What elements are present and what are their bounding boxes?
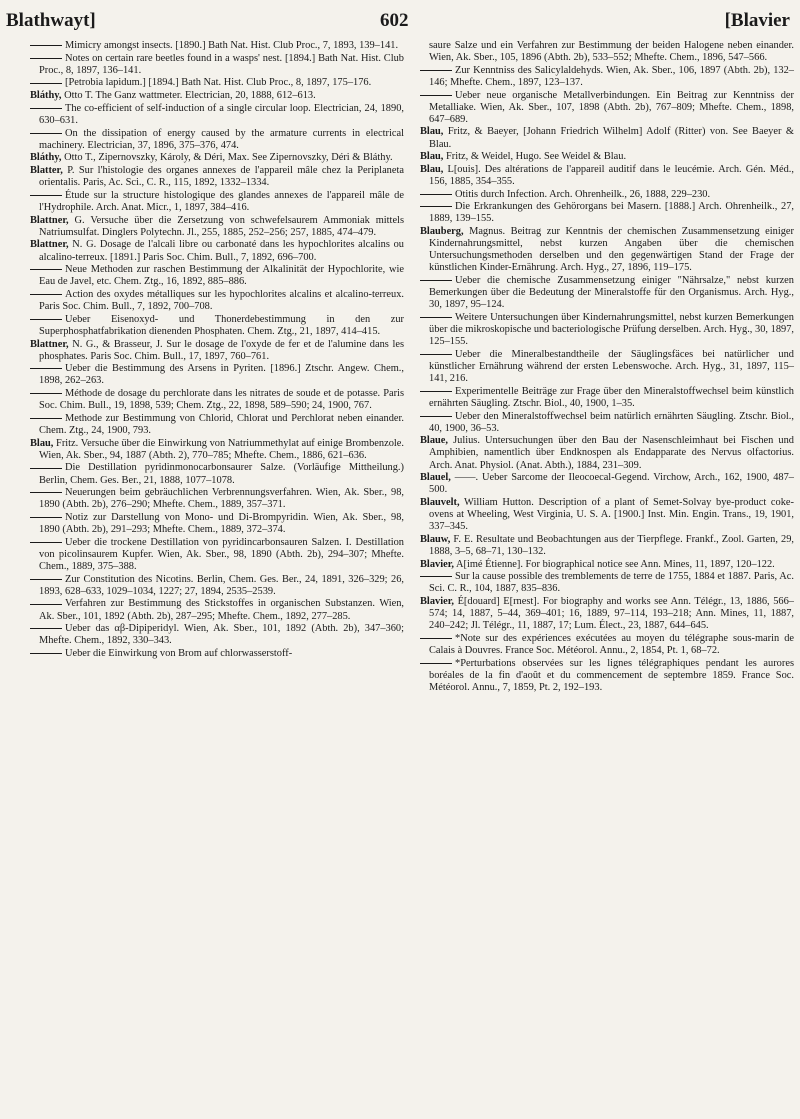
entry-text: Verfahren zur Bestimmung des Stickstoffes in organischen Substanzen. Wien, Ak. Sber., 101, 1892 (Abth. 2b), 287–295; Mhefte. Chem., 1892, 277–285.: [39, 598, 404, 622]
bibliography-entry: [420, 189, 794, 201]
ditto-dash: [420, 663, 452, 664]
bibliography-entry: [420, 633, 794, 657]
entry-text: Ueber die Bestimmung des Arsens in Pyriten. [1896.] Ztschr. Angew. Chem., 1898, 262–263.: [39, 363, 404, 387]
bibliography-entry: [30, 289, 404, 313]
bibliography-entry: [30, 648, 404, 660]
bibliography-entry: [420, 312, 794, 348]
ditto-dash: [30, 83, 62, 84]
entry-text: The co-efficient of self-induction of a single circular loop. Electrician, 24, 1890, 630–631.: [39, 102, 404, 126]
entry-text: N. G. Dosage de l'alcali libre ou carbonaté dans les hypochlorites alcalins ou alcalino-terreux. [1891.] Paris Soc. Chim. Bull., 7, 1892, 696–700.: [39, 239, 404, 263]
entry-text: Zur Kenntniss des Salicylaldehyds. Wien, Ak. Sber., 106, 1897 (Abth. 2b), 132–146; Mhefte. Chem., 1897, 123–137.: [429, 64, 794, 88]
entry-text: Magnus. Beitrag zur Kenntnis der chemischen Zusammensetzung einiger Kindernahrungsmittel, nebst kurzen Angaben über die chemischen Untersuchungsmethoden derselben und den gegenwärtigen Stand der Frage der künstlichen Kinder-Ernährung. Arch. Hyg., 27, 1896, 119–175.: [429, 226, 794, 274]
bibliography-entry: [420, 658, 794, 694]
ditto-dash: [30, 269, 62, 270]
ditto-dash: [420, 391, 452, 392]
bibliography-entry: [30, 90, 404, 102]
entry-text: F. E. Resultate und Beobachtungen aus der Tierpflege. Frankf., Zool. Garten, 29, 1888, 3–5, 68–71, 130–132.: [429, 533, 794, 557]
entry-text: Fritz, & Weidel, Hugo. See Weidel & Blau.: [446, 151, 627, 163]
bibliography-entry: [30, 388, 404, 412]
ditto-dash: [30, 368, 62, 369]
ditto-dash: [30, 653, 62, 654]
ditto-dash: [420, 194, 452, 195]
bibliography-entry: [30, 363, 404, 387]
entry-text: Ueber den Mineralstoffwechsel beim natürlich ernährten Säugling. Ztschr. Biol., 40, 1900, 36–53.: [429, 410, 794, 434]
entry-text: saure Salze und ein Verfahren zur Bestimmung der beiden Halogene neben einander. Wien, Ak. Sber., 105, 1896 (Abth. 2b), 533–552; Mhefte. Chem., 1896, 547–566.: [429, 40, 794, 64]
bibliography-entry: [30, 438, 404, 462]
entry-text: L[ouis]. Des altérations de l'appareil auditif dans le leucémie. Arch. Gén. Méd., 156, 1885, 354–355.: [429, 163, 794, 187]
bibliography-entry: [30, 574, 404, 598]
bibliography-entry: [420, 126, 794, 150]
ditto-dash: [30, 542, 62, 543]
author-name: Blavier,: [420, 596, 454, 608]
bibliography-entry: [420, 386, 794, 410]
bibliography-entry: [420, 40, 794, 64]
bibliography-entry: [420, 596, 794, 632]
ditto-dash: [420, 280, 452, 281]
author-name: Blattner,: [30, 338, 69, 350]
bibliography-entry: [30, 462, 404, 486]
author-name: Blauvelt,: [420, 496, 460, 508]
ditto-dash: [30, 604, 62, 605]
ditto-dash: [30, 628, 62, 629]
author-name: Blau,: [420, 126, 444, 138]
author-name: Blau,: [30, 437, 54, 449]
entry-text: Die Destillation pyridinmonocarbonsaurer Salze. (Vorläufige Mittheilung.) Berlin, Chem. Ges. Ber., 21, 1888, 1077–1078.: [39, 462, 404, 486]
author-name: Blattner,: [30, 214, 69, 226]
bibliography-entry: [30, 314, 404, 338]
bibliography-entry: [30, 512, 404, 536]
entry-text: Étude sur la structure histologique des glandes annexes de l'appareil mâle de l'Hydrophile. Arch. Anat. Micr., 1, 1897, 384–416.: [39, 189, 404, 213]
ditto-dash: [30, 133, 62, 134]
bibliography-entry: [30, 103, 404, 127]
entry-text: P. Sur l'histologie des organes annexes de l'appareil mâle chez la Periplaneta orientalis. Paris, Ac. Sci., C. R., 115, 1892, 1332–1334.: [39, 165, 404, 189]
entry-text: [Petrobia lapidum.] [1894.] Bath Nat. Hist. Club Proc., 8, 1897, 175–176.: [65, 77, 372, 89]
ditto-dash: [30, 468, 62, 469]
author-name: Blau,: [420, 151, 444, 163]
entry-text: Weitere Untersuchungen über Kindernahrungsmittel, nebst kurzen Bemerkungen über die mikroskopische und bacteriologische Prüfung derselben. Arch. Hyg., 30, 1897, 125–155.: [429, 312, 794, 348]
bibliography-entry: [420, 534, 794, 558]
ditto-dash: [30, 517, 62, 518]
bibliography-entry: [420, 65, 794, 89]
entry-text: Otitis durch Infection. Arch. Ohrenheilk., 26, 1888, 229–230.: [455, 188, 711, 200]
bibliography-entry: [30, 165, 404, 189]
entry-text: *Perturbations observées sur les lignes télégraphiques pendant les aurores boréales de la fin d'août et du commencement de septembre 1859. France Soc. Météorol. Annu., 7, 1859, Pt. 2, 192–193.: [429, 657, 794, 693]
bibliography-entry: [420, 349, 794, 385]
author-name: Blaue,: [420, 435, 449, 447]
entry-text: William Hutton. Description of a plant of Semet-Solvay bye-product coke-ovens at Wheeling, West Virginia, U. S. A. [1900.] Inst. Min. Engin. Trans., 19, 1901, 337–345.: [429, 496, 794, 533]
entry-text: Experimentelle Beiträge zur Frage über den Mineralstoffwechsel beim künstlich ernährten Säugling. Ztschr. Biol., 40, 1900, 1–35.: [429, 385, 794, 409]
bibliography-entry: [30, 264, 404, 288]
bibliography-entry: [30, 598, 404, 622]
entry-text: Méthode de dosage du perchlorate dans les nitrates de soude et de potasse. Paris Soc. Chim. Bull., 19, 1898, 539; Chem. Ztg., 22, 1898, 589–590; 24, 1900, 767.: [39, 388, 404, 412]
page-header: [0, 10, 800, 34]
entry-text: Ueber Eisenoxyd- und Thonerdebestimmung in den zur Superphosphatfabrikation dienenden Phosphaten. Chem. Ztg., 21, 1897, 414–415.: [39, 313, 404, 337]
ditto-dash: [30, 319, 62, 320]
entry-text: On the dissipation of energy caused by the armature currents in electrical machinery. Electrician, 37, 1896, 375–376, 474.: [39, 127, 404, 151]
right-column: [420, 40, 794, 695]
bibliography-entry: [420, 435, 794, 471]
bibliography-entry: [420, 164, 794, 188]
entry-text: Ueber die chemische Zusammensetzung einiger "Nährsalze," nebst kurzen Bemerkungen über die Bedeutung der Mineralstoffe für den Organismus. Arch. Hyg., 30, 1897, 95–124.: [429, 275, 794, 311]
author-name: Blauw,: [420, 533, 451, 545]
bibliography-entry: [420, 559, 794, 571]
entry-text: N. G., & Brasseur, J. Sur le dosage de l'oxyde de fer et de l'alumine dans les phosphates. Paris Soc. Chim. Bull., 17, 1897, 760–761.: [39, 338, 404, 362]
author-name: Blauberg,: [420, 226, 464, 238]
ditto-dash: [30, 294, 62, 295]
ditto-dash: [30, 58, 62, 59]
entry-text: Ueber neue organische Metallverbindungen. Ein Beitrag zur Kenntniss der Metalliake. Wien, Ak. Sber., 107, 1898 (Abth. 2b), 767–809; Mhefte. Chem., 1898, 647–689.: [429, 89, 794, 125]
entry-text: Ueber die Einwirkung von Brom auf chlorwasserstoff-: [65, 648, 293, 660]
ditto-dash: [420, 354, 452, 355]
ditto-dash: [420, 416, 452, 417]
entry-text: Ueber die trockene Destillation von pyridincarbonsauren Salzen. I. Destillation von picolinsaurem Kupfer. Wien, Ak. Sber., 98, 1890 (Abth. 2b), 294–307; Mhefte. Chem., 1889, 375–388.: [39, 536, 404, 572]
entry-text: Sur la cause possible des tremblements de terre de 1755, 1884 et 1887. Paris, Ac. Sci. C. R., 104, 1887, 835–836.: [429, 571, 794, 595]
header-right-catchword: [Blavier: [724, 10, 790, 31]
entry-text: É[douard] E[rnest]. For biography and works see Ann. Télégr., 13, 1886, 566–574; 14, 1887, 5–44, 369–401; 16, 1889, 97–114, 193–218; Ann. Mines, 11, 1887, 240–242; Jl. Télégr., 11, 1887, 17; Lum. Élect., 23, 1887, 644–645.: [429, 596, 794, 632]
entry-text: *Note sur des expériences exécutées au moyen du télégraphe sous-marin de Calais à Douvres. France Soc. Météorol. Annu., 2, 1854, Pt. 1, 68–72.: [429, 632, 794, 657]
entry-text: Mimicry amongst insects. [1890.] Bath Nat. Hist. Club Proc., 7, 1893, 139–141.: [65, 40, 399, 51]
ditto-dash: [420, 206, 452, 207]
entry-text: Julius. Untersuchungen über den Bau der Nasenschleimhaut bei Fischen und Amphibien, namentlich über Endknospen als Endapparate des Nervus olfactorius. Arch. Anat. Physiol. (Anat. Abth.), 1884, 231–309.: [429, 435, 794, 471]
entry-text: ——. Ueber Sarcome der Ileocoecal-Gegend. Virchow, Arch., 162, 1900, 487–500.: [429, 472, 794, 496]
entry-text: Neuerungen beim gebräuchlichen Verbrennungsverfahren. Wien, Ak. Sber., 98, 1890 (Abth. 2b), 276–290; Mhefte. Chem., 1889, 357–371.: [39, 487, 404, 511]
bibliography-entry: [30, 623, 404, 647]
bibliography-entry: [420, 201, 794, 225]
entry-text: Otto T. The Ganz wattmeter. Electrician, 20, 1888, 612–613.: [64, 90, 316, 102]
bibliography-entry: [420, 226, 794, 274]
bibliography-entry: [30, 77, 404, 89]
entry-text: Neue Methoden zur raschen Bestimmung der Alkalinität der Hypochlorite, wie Eau de Javel, etc. Chem. Ztg., 16, 1892, 885–886.: [39, 264, 404, 288]
page-number: 602: [380, 10, 409, 31]
ditto-dash: [30, 45, 62, 46]
entry-text: Die Erkrankungen des Gehörorgans bei Masern. [1888.] Arch. Ohrenheilk., 27, 1889, 139–155.: [429, 201, 794, 225]
bibliography-entry: [420, 497, 794, 533]
header-left-catchword: Blathwayt]: [6, 10, 96, 31]
ditto-dash: [30, 418, 62, 419]
bibliography-entry: [420, 151, 794, 163]
bibliography-entry: [30, 152, 404, 164]
entry-text: Ueber das αβ-Dipiperidyl. Wien, Ak. Sber., 101, 1892 (Abth. 2b), 347–360; Mhefte. Chem., 1892, 330–343.: [39, 623, 404, 647]
author-name: Blatter,: [30, 165, 63, 177]
entry-text: Zur Constitution des Nicotins. Berlin, Chem. Ges. Ber., 24, 1891, 326–329; 26, 1893, 628–633, 1029–1034, 1227; 27, 1894, 2535–2539.: [39, 573, 404, 597]
author-name: Blau,: [420, 163, 444, 175]
ditto-dash: [30, 195, 62, 196]
bibliography-entry: [420, 472, 794, 496]
bibliography-entry: [420, 411, 794, 435]
entry-text: Fritz. Versuche über die Einwirkung von Natriummethylat auf einige Brombenzole. Wien, Ak. Sber., 94, 1887 (Abth. 2), 770–785; Mhefte. Chem., 1886, 621–636.: [39, 437, 404, 461]
bibliography-entry: [30, 239, 404, 263]
bibliography-entry: [30, 413, 404, 437]
ditto-dash: [30, 492, 62, 493]
entry-text: G. Versuche über die Zersetzung von schwefelsaurem Ammoniak mittels Natriumsulfat. Dinglers Polytechn. Jl., 255, 1885, 252–256; 257, 1885, 474–479.: [39, 214, 404, 238]
ditto-dash: [30, 579, 62, 580]
bibliography-entry: [30, 53, 404, 77]
ditto-dash: [420, 95, 452, 96]
entry-text: A[imé Étienne]. For biographical notice see Ann. Mines, 11, 1897, 120–122.: [456, 558, 775, 570]
ditto-dash: [420, 576, 452, 577]
ditto-dash: [30, 393, 62, 394]
ditto-dash: [420, 638, 452, 639]
author-name: Blavier,: [420, 558, 454, 570]
entry-text: Ueber die Mineralbestandtheile der Säuglingsfäces bei natürlicher und künstlicher Ernährung während der ersten Lebenswoche. Arch. Hyg., 31, 1897, 115–141, 216.: [429, 348, 794, 385]
bibliography-entry: [30, 215, 404, 239]
bibliography-entry: [30, 190, 404, 214]
bibliography-entry: [420, 571, 794, 595]
bibliography-entry: [30, 128, 404, 152]
entry-text: Notes on certain rare beetles found in a wasps' nest. [1894.] Bath Nat. Hist. Club Proc., 8, 1897, 136–141.: [39, 52, 404, 76]
bibliography-entry: [30, 487, 404, 511]
entry-text: Fritz, & Baeyer, [Johann Friedrich Wilhelm] Adolf (Ritter) von. See Baeyer & Blau.: [429, 126, 794, 150]
ditto-dash: [420, 317, 452, 318]
ditto-dash: [420, 70, 452, 71]
author-name: Blattner,: [30, 239, 69, 251]
author-name: Bláthy,: [30, 90, 62, 102]
author-name: Blauel,: [420, 472, 451, 484]
bibliography-entry: [30, 537, 404, 573]
bibliography-entry: [30, 40, 404, 52]
entry-text: Methode zur Bestimmung von Chlorid, Chlorat und Perchlorat neben einander. Chem. Ztg., 24, 1900, 793.: [39, 412, 404, 436]
ditto-dash: [30, 108, 62, 109]
bibliography-entry: [420, 90, 794, 126]
entry-text: Notiz zur Darstellung von Mono- und Di-Brompyridin. Wien, Ak. Sber., 98, 1890 (Abth. 2b), 291–293; Mhefte. Chem., 1889, 372–374.: [39, 512, 404, 536]
entry-text: Action des oxydes métalliques sur les hypochlorites alcalins et alcalino-terreux. Paris Soc. Chim. Bull., 7, 1892, 700–708.: [39, 289, 404, 313]
entry-text: Otto T., Zipernovszky, Károly, & Déri, Max. See Zipernovszky, Déri & Bláthy.: [64, 152, 393, 164]
author-name: Bláthy,: [30, 152, 62, 164]
bibliography-entry: [30, 339, 404, 363]
bibliography-entry: [420, 275, 794, 311]
left-column: [30, 40, 404, 661]
